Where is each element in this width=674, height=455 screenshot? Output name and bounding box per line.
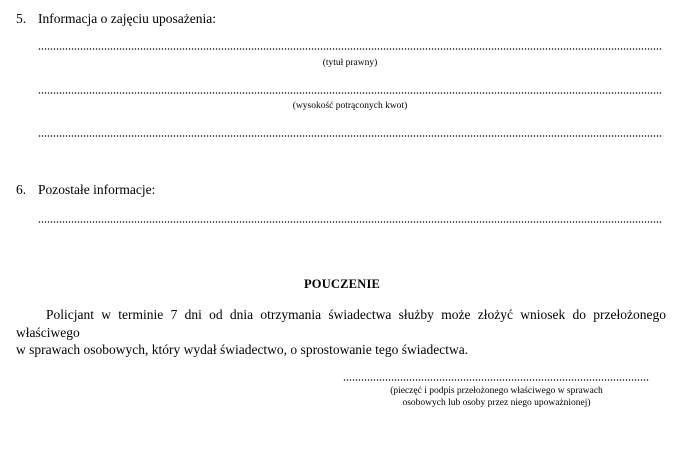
deducted-amount-caption: (wysokość potrąconych kwot) xyxy=(292,101,408,111)
section-6-title xyxy=(16,182,155,198)
signature-caption-line-2: osobowych lub osoby przez niego upoważnionej) xyxy=(402,398,591,408)
section-6-number: 6. xyxy=(16,182,27,197)
section-5-title xyxy=(16,11,216,27)
notice-line-2: w sprawach osobowych, który wydał świadectwo, o sprostowanie tego świadectwa. xyxy=(16,342,469,357)
other-info-field[interactable] xyxy=(38,221,662,223)
notice-line-1: Policjant w terminie 7 dni od dnia otrzymania świadectwa służby może złożyć wniosek do przełożonego właściwego xyxy=(16,307,666,340)
section-5-label: Informacja o zajęciu uposażenia: xyxy=(38,11,217,26)
deducted-amount-field[interactable] xyxy=(38,92,662,94)
notice-heading: POUCZENIE xyxy=(303,277,381,291)
signature-caption-line-1: (pieczęć i podpis przełożonego właściwego w sprawach xyxy=(390,386,603,396)
notice-text xyxy=(16,306,666,359)
legal-title-field[interactable] xyxy=(38,48,662,50)
section-6-label: Pozostałe informacje: xyxy=(38,182,156,197)
section-5-extra-field[interactable] xyxy=(38,135,662,137)
signature-field[interactable] xyxy=(343,379,650,381)
section-5-number: 5. xyxy=(16,11,27,26)
legal-title-caption: (tytuł prawny) xyxy=(322,58,378,68)
